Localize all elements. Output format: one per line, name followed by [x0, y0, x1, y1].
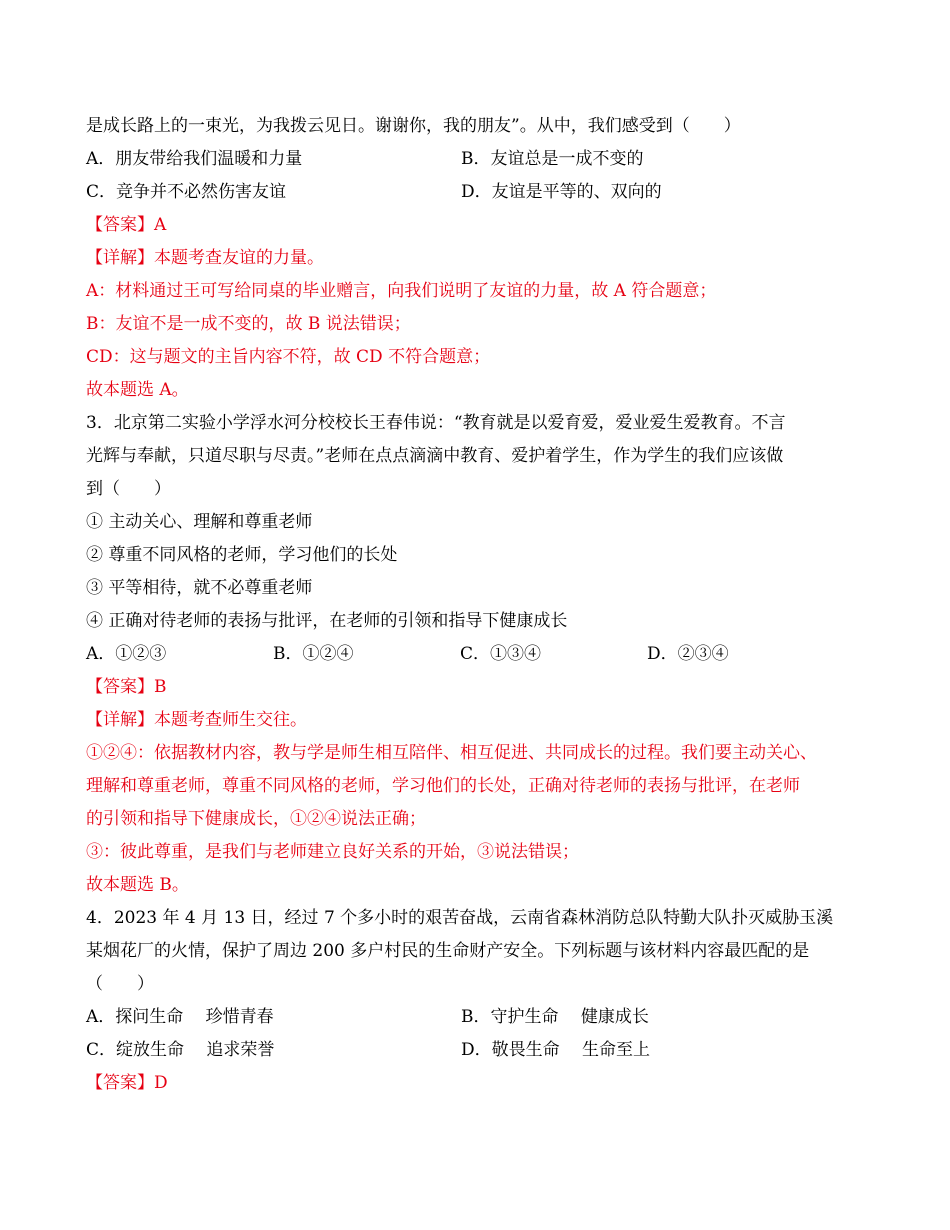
q3-item: ③ 平等相待，就不必尊重老师: [86, 578, 313, 598]
q3-stem-line: 到（ ）: [86, 479, 171, 499]
q2-option-a: A．朋友带给我们温暖和力量: [86, 149, 303, 169]
q4-options-row-2: [86, 1034, 878, 1067]
q3-option-a: A．①②③: [86, 644, 167, 664]
q3-stem-line: 3．北京第二实验小学浮水河分校校长王春伟说：“教育就是以爱育爱，爱业爱生爱教育。不言: [86, 413, 786, 433]
q3-analysis-line: 理解和尊重老师，尊重不同风格的老师，学习他们的长处，正确对待老师的表扬与批评，在老师: [86, 776, 800, 796]
q2-option-d: D．友谊是平等的、双向的: [461, 182, 662, 202]
q2-option-c: C．竞争并不必然伤害友谊: [86, 182, 287, 202]
q3-option-c: C．①③④: [460, 644, 542, 664]
q2-stem-tail: 是成长路上的一束光，为我拨云见日。谢谢你，我的朋友”。从中，我们感受到（ ）: [86, 116, 741, 136]
q4-stem-line: （ ）: [86, 974, 154, 994]
q2-analysis-line: B：友谊不是一成不变的，故 B 说法错误；: [86, 314, 411, 334]
q2-analysis-line: CD：这与题文的主旨内容不符，故 CD 不符合题意；: [86, 347, 491, 367]
q4-option-a: A．探问生命 珍惜青春: [86, 1007, 274, 1027]
q3-item: ① 主动关心、理解和尊重老师: [86, 512, 313, 532]
document-page: [86, 110, 878, 1100]
q2-analysis-conclusion: 故本题选 A。: [86, 380, 189, 400]
q4-option-c: C．绽放生命 追求荣誉: [86, 1040, 275, 1060]
q3-option-b: B．①②④: [273, 644, 354, 664]
q3-stem-line: 光辉与奉献，只道尽职与尽责。”老师在点点滴滴中教育、爱护着学生，作为学生的我们应该做: [86, 446, 784, 466]
q2-answer: 【答案】A: [86, 215, 167, 235]
q4-stem-line: 4．2023 年 4 月 13 日，经过 7 个多小时的艰苦奋战，云南省森林消防总队特勤大队扑灭威胁玉溪: [86, 908, 834, 928]
q2-options-row-1: [86, 143, 878, 176]
q3-options-row: [86, 638, 878, 671]
q3-analysis-line: ①②④：依据教材内容，教与学是师生相互陪伴、相互促进、共同成长的过程。我们要主动关心、: [86, 743, 817, 763]
q3-analysis-line: 的引领和指导下健康成长，①②④说法正确；: [86, 809, 426, 829]
q3-analysis-line: ③：彼此尊重，是我们与老师建立良好关系的开始，③说法错误；: [86, 842, 579, 862]
q4-option-b: B．守护生命 健康成长: [461, 1007, 649, 1027]
q2-analysis-line: A：材料通过王可写给同桌的毕业赠言，向我们说明了友谊的力量，故 A 符合题意；: [86, 281, 717, 301]
q3-item: ④ 正确对待老师的表扬与批评，在老师的引领和指导下健康成长: [86, 611, 568, 631]
q4-answer: 【答案】D: [86, 1073, 168, 1093]
q3-option-d: D．②③④: [647, 644, 729, 664]
q3-analysis-conclusion: 故本题选 B。: [86, 875, 189, 895]
q4-options-row-1: [86, 1001, 878, 1034]
q2-explain: 【详解】本题考查友谊的力量。: [86, 248, 324, 268]
q3-answer: 【答案】B: [86, 677, 167, 697]
q3-item: ② 尊重不同风格的老师，学习他们的长处: [86, 545, 398, 565]
q4-option-d: D．敬畏生命 生命至上: [461, 1040, 651, 1060]
q2-option-b: B．友谊总是一成不变的: [461, 149, 644, 169]
q2-options-row-2: [86, 176, 878, 209]
q4-stem-line: 某烟花厂的火情，保护了周边 200 多户村民的生命财产安全。下列标题与该材料内容最匹配的是: [86, 941, 810, 961]
q3-explain: 【详解】本题考查师生交往。: [86, 710, 307, 730]
